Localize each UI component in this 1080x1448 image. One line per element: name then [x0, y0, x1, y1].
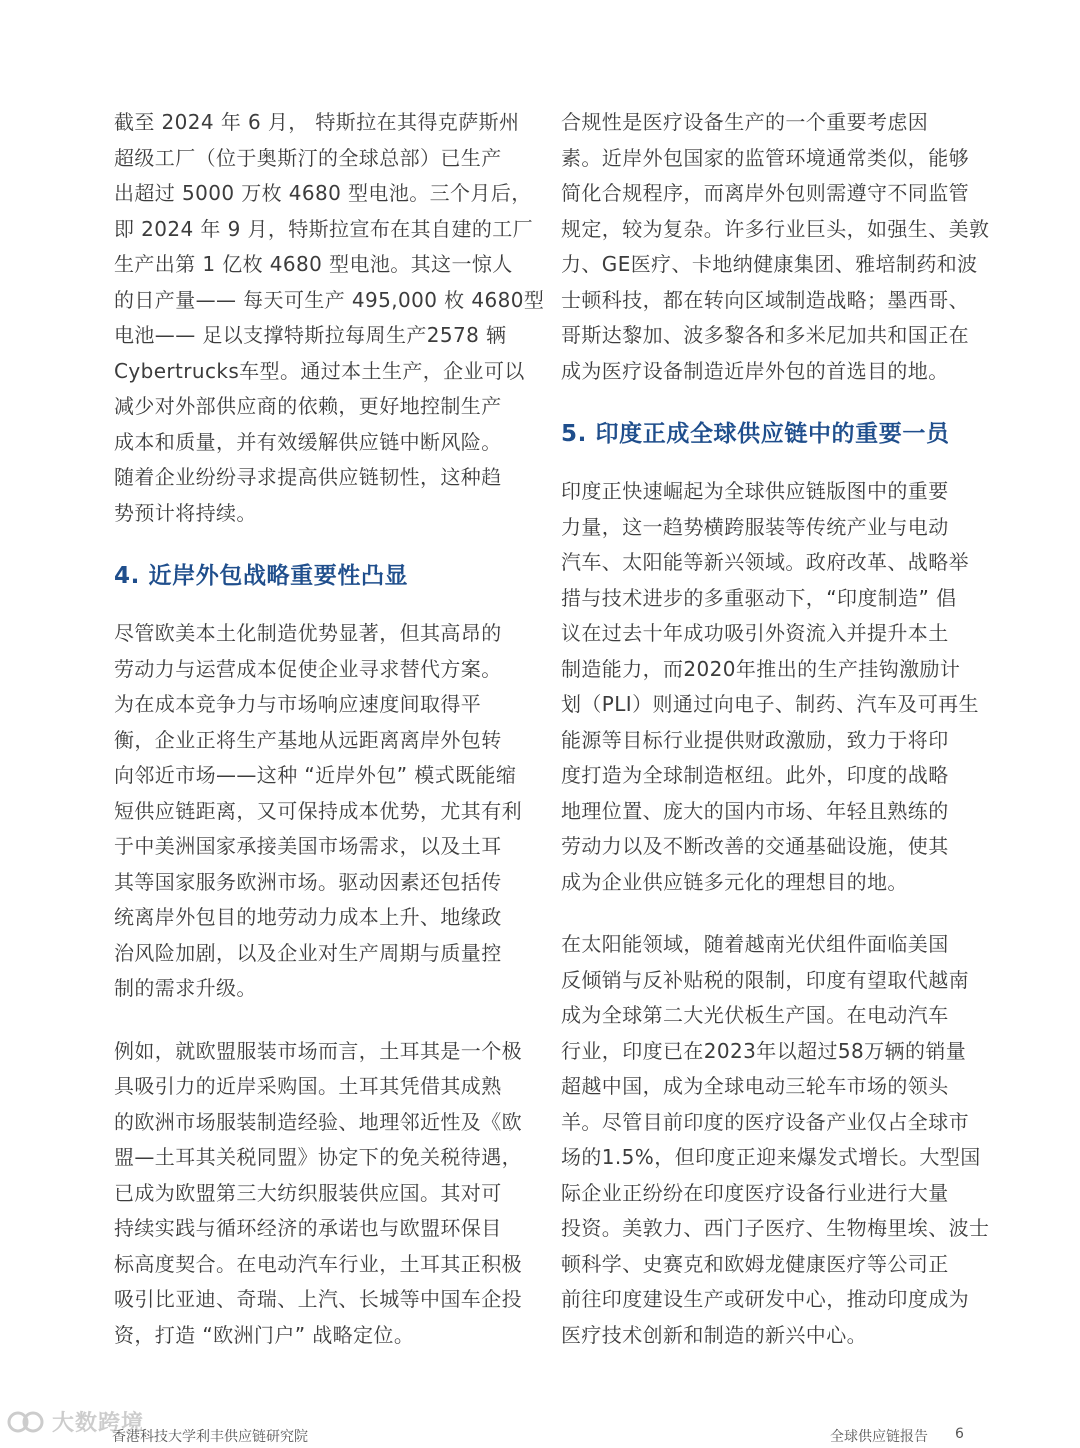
text-line: Cybertrucks车型。通过本土生产，企业可以 — [114, 358, 525, 383]
text-line: 于中美洲国家承接美国市场需求，以及土耳 — [114, 834, 502, 858]
text-line: 例如，就欧盟服装市场而言，土耳其是一个极 — [114, 1038, 522, 1063]
right-paragraph-1 — [561, 105, 990, 389]
text-line: 标高度契合。在电动汽车行业，土耳其正积极 — [114, 1251, 522, 1276]
text-line: 地理位置、庞大的国内市场、年轻且熟练的 — [561, 798, 949, 823]
text-line: 的日产量—— 每天可生产 495,000 枚 4680型 — [114, 287, 545, 312]
text-line: 能源等目标行业提供财政激励，致力于将印 — [561, 727, 949, 752]
text-line: 际企业正纷纷在印度医疗设备行业进行大量 — [561, 1180, 949, 1205]
right-paragraph-3 — [561, 927, 990, 1353]
left-paragraph-1 — [114, 105, 545, 531]
text-line: 简化合规程序，而离岸外包则需遵守不同监管 — [561, 181, 969, 205]
text-line: 前往印度建设生产或研发中心，推动印度成为 — [561, 1287, 969, 1311]
text-line: 士顿科技，都在转向区域制造战略；墨西哥、 — [561, 287, 969, 312]
text-line: 印度正快速崛起为全球供应链版图中的重要 — [561, 479, 949, 503]
text-line: 合规性是医疗设备生产的一个重要考虑因 — [561, 110, 929, 134]
text-line: 具吸引力的近岸采购国。土耳其凭借其成熟 — [114, 1074, 502, 1098]
text-line: 短供应链距离，又可保持成本优势，尤其有利 — [114, 798, 522, 823]
text-line: 措与技术进步的多重驱动下，“印度制造” 倡 — [561, 585, 957, 610]
text-line: 制造能力，而2020年推出的生产挂钩激励计 — [561, 656, 961, 681]
text-line: 截至 2024 年 6 月， 特斯拉在其得克萨斯州 — [114, 110, 520, 134]
right-paragraph-2 — [561, 474, 979, 900]
text-line: 超越中国，成为全球电动三轮车市场的领头 — [561, 1074, 949, 1098]
text-line: 力、GE医疗、卡地纳健康集团、雅培制药和波 — [561, 252, 978, 276]
text-line: 出超过 5000 万枚 4680 型电池。三个月后， — [114, 181, 532, 205]
text-line: 哥斯达黎加、波多黎各和多米尼加共和国正在 — [561, 323, 969, 347]
text-line: 劳动力以及不断改善的交通基础设施，使其 — [561, 834, 949, 858]
text-line: 为在成本竞争力与市场响应速度间取得平 — [114, 692, 482, 716]
text-line: 超级工厂（位于奥斯汀的全球总部）已生产 — [114, 145, 502, 170]
text-line: 尽管欧美本土化制造优势显著，但其高昂的 — [114, 621, 502, 645]
text-line: 医疗技术创新和制造的新兴中心。 — [561, 1322, 867, 1347]
text-line: 议在过去十年成功吸引外资流入并提升本土 — [561, 621, 949, 645]
text-line: 汽车、太阳能等新兴领域。政府改革、战略举 — [561, 550, 969, 574]
text-line: 盟—土耳其关税同盟》协定下的免关税待遇， — [114, 1145, 522, 1169]
page-number: 6 — [955, 1426, 964, 1442]
text-line: 资，打造 “欧洲门户” 战略定位。 — [114, 1322, 415, 1347]
text-line: 生产出第 1 亿枚 4680 型电池。其这一惊人 — [114, 252, 513, 276]
text-line: 向邻近市场——这种 “近岸外包” 模式既能缩 — [114, 763, 517, 787]
text-line: 行业，印度已在2023年以超过58万辆的销量 — [561, 1038, 967, 1063]
text-line: 治风险加剧，以及企业对生产周期与质量控 — [114, 940, 502, 965]
text-line: 规定，较为复杂。许多行业巨头，如强生、美敦 — [561, 216, 990, 241]
text-line: 减少对外部供应商的依赖，更好地控制生产 — [114, 394, 502, 418]
text-line: 成为医疗设备制造近岸外包的首选目的地。 — [561, 358, 949, 383]
right-column — [561, 105, 990, 1380]
text-line: 羊。尽管目前印度的医疗设备产业仅占全球市 — [561, 1109, 969, 1134]
section-5-heading: 5. 印度正成全球供应链中的重要一员 — [561, 421, 950, 447]
text-line: 成为全球第二大光伏板生产国。在电动汽车 — [561, 1003, 949, 1027]
left-paragraph-2 — [114, 616, 522, 1007]
watermark-text: 大数跨境 — [52, 1411, 145, 1436]
left-paragraph-3 — [114, 1034, 522, 1354]
left-column — [114, 105, 545, 1380]
text-line: 制的需求升级。 — [114, 976, 257, 1000]
text-line: 即 2024 年 9 月，特斯拉宣布在其自建的工厂 — [114, 216, 534, 241]
footer-report-title: 全球供应链报告 — [830, 1429, 928, 1445]
page-footer — [0, 1408, 1080, 1448]
footer-institution: 香港科技大学利丰供应链研究院 — [112, 1429, 308, 1445]
text-line: 在太阳能领域，随着越南光伏组件面临美国 — [561, 932, 949, 956]
text-line: 统离岸外包目的地劳动力成本上升、地缘政 — [114, 905, 502, 929]
text-line: 持续实践与循环经济的承诺也与欧盟环保目 — [114, 1216, 502, 1240]
text-line: 反倾销与反补贴税的限制，印度有望取代越南 — [561, 967, 969, 992]
text-line: 随着企业纷纷寻求提高供应链韧性，这种趋 — [114, 465, 502, 489]
text-line: 势预计将持续。 — [114, 500, 257, 525]
text-line: 顿科学、史赛克和欧姆龙健康医疗等公司正 — [561, 1251, 949, 1276]
text-line: 度打造为全球制造枢纽。此外，印度的战略 — [561, 763, 949, 787]
section-4-heading: 4. 近岸外包战略重要性凸显 — [114, 563, 409, 589]
text-line: 投资。美敦力、西门子医疗、生物梅里埃、波士 — [561, 1216, 990, 1240]
text-line: 衡，企业正将生产基地从远距离离岸外包转 — [114, 727, 502, 752]
text-line: 成为企业供应链多元化的理想目的地。 — [561, 869, 908, 894]
text-line: 吸引比亚迪、奇瑞、上汽、长城等中国车企投 — [114, 1287, 522, 1311]
text-line: 成本和质量，并有效缓解供应链中断风险。 — [114, 429, 502, 454]
text-line: 的欧洲市场服装制造经验、地理邻近性及《欧 — [114, 1109, 522, 1134]
text-line: 划（PLI）则通过向电子、制药、汽车及可再生 — [561, 692, 979, 716]
text-line: 已成为欧盟第三大纺织服装供应国。其对可 — [114, 1180, 502, 1205]
text-line: 力量，这一趋势横跨服装等传统产业与电动 — [561, 514, 949, 539]
text-line: 电池—— 足以支撑特斯拉每周生产2578 辆 — [114, 323, 507, 347]
text-line: 其等国家服务欧洲市场。驱动因素还包括传 — [114, 869, 502, 894]
text-line: 劳动力与运营成本促使企业寻求替代方案。 — [114, 656, 502, 681]
text-line: 场的1.5%，但印度正迎来爆发式增长。大型国 — [561, 1145, 981, 1169]
text-line: 素。近岸外包国家的监管环境通常类似，能够 — [561, 145, 969, 170]
